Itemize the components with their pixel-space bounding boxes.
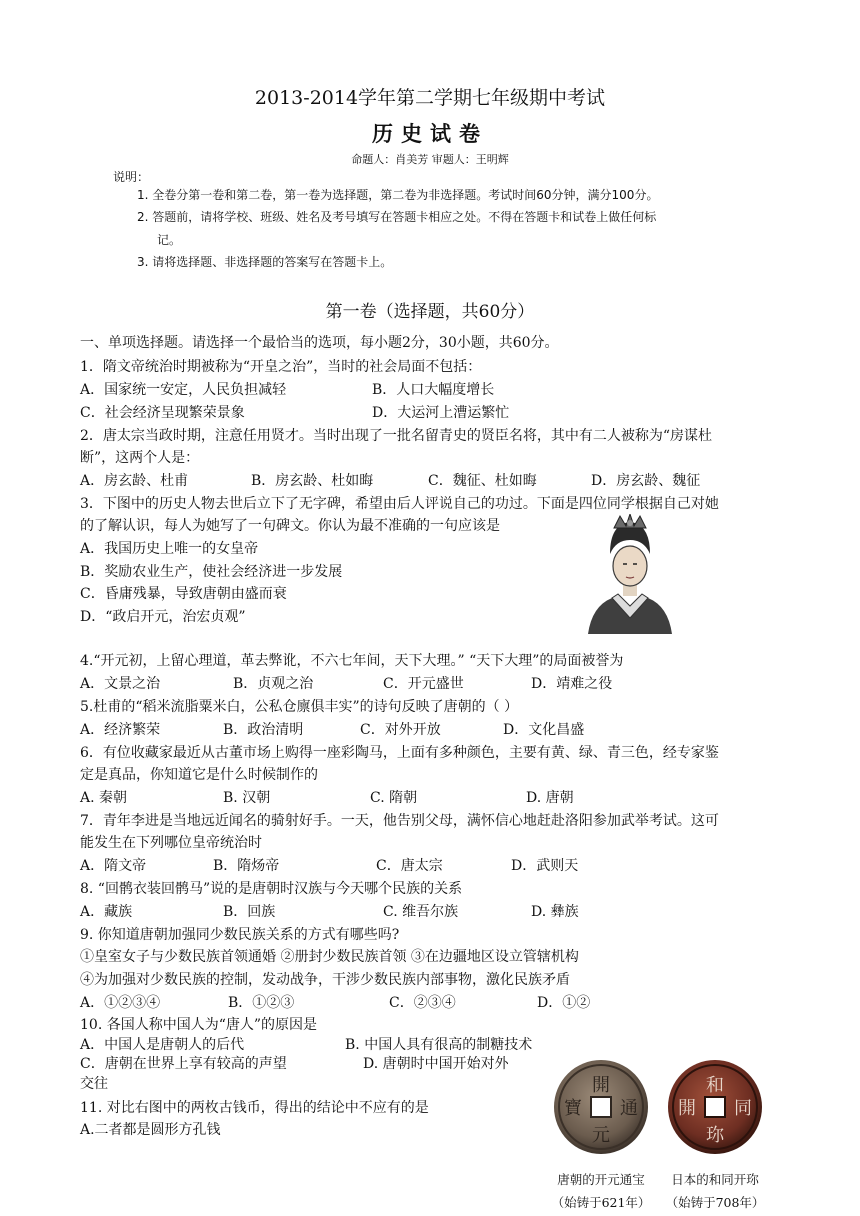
wadokaichin-coin-char-right: 同: [734, 1098, 752, 1119]
q4-option-a: A．文景之治: [80, 676, 161, 692]
q1-option-b: B．人口大幅度增长: [372, 382, 495, 398]
kaiyuan-coin-char-left: 寶: [564, 1098, 582, 1119]
q8-stem: 8. “回鹘衣装回鹘马”说的是唐朝时汉族与今天哪个民族的关系: [80, 881, 463, 897]
q5-option-b: B．政治清明: [223, 722, 304, 738]
wadokaichin-coin-char-bottom: 珎: [706, 1125, 724, 1146]
q3-option-b: B．奖励农业生产，使社会经济进一步发展: [80, 564, 343, 580]
wadokaichin-coin-image: [666, 1058, 764, 1156]
q9-option-b: B．①②③: [228, 995, 295, 1011]
q5-option-d: D．文化昌盛: [503, 722, 585, 738]
q10-stem: 10. 各国人称中国人为“唐人”的原因是: [80, 1017, 318, 1033]
q7-stem-cont: 能发生在下列哪位皇帝统治时: [80, 835, 262, 851]
q11-stem: 11. 对比右图中的两枚古钱币，得出的结论中不应有的是: [80, 1100, 429, 1116]
exam-authors: 命题人：肖美芳 审题人：王明辉: [351, 153, 509, 166]
part-intro: 一、单项选择题。请选择一个最恰当的选项，每小题2分，30小题，共60分。: [80, 335, 559, 351]
q9-items-2: ④为加强对少数民族的控制，发动战争，干涉少数民族内部事物，激化民族矛盾: [80, 972, 570, 988]
q2-option-d: D．房玄龄、魏征: [591, 473, 701, 489]
subject-title: 历史试卷: [372, 121, 488, 146]
q11-option-a: A.二者都是圆形方孔钱: [80, 1122, 221, 1138]
section-title: 第一卷（选择题，共60分）: [325, 302, 535, 322]
q10-option-d: D. 唐朝时中国开始对外: [363, 1056, 509, 1072]
wadokaichin-coin-char-left: 開: [678, 1098, 696, 1119]
q5-option-c: C．对外开放: [360, 722, 441, 738]
q10-option-b: B. 中国人具有很高的制糖技术: [345, 1037, 533, 1053]
q9-option-c: C．②③④: [389, 995, 456, 1011]
kaiyuan-coin-char-top: 開: [592, 1075, 610, 1096]
q1-stem: 1．隋文帝统治时期被称为“开皇之治”，当时的社会局面不包括：: [80, 359, 482, 375]
q3-option-d: D．“政启开元，治宏贞观”: [80, 609, 246, 625]
q8-option-d: D. 彝族: [531, 904, 579, 920]
q4-option-b: B．贞观之治: [233, 676, 314, 692]
q4-option-d: D．靖难之役: [531, 676, 613, 692]
wadokaichin-coin-date: （始铸于708年）: [665, 1195, 765, 1210]
q9-option-a: A．①②③④: [80, 995, 161, 1011]
q3-stem-cont: 的了解认识，每人为她写了一句碑文。你认为最不准确的一句应该是: [80, 518, 500, 534]
q2-stem: 2．唐太宗当政时期，注意任用贤才。当时出现了一批名留青史的贤臣名将，其中有二人被称为“房谋杜: [80, 428, 713, 444]
q2-stem-cont: 断”，这两个人是：: [80, 450, 200, 466]
q10-option-c: C．唐朝在世界上享有较高的声望: [80, 1056, 287, 1072]
q9-items-1: ①皇室女子与少数民族首领通婚 ②册封少数民族首领 ③在边疆地区设立管辖机构: [80, 949, 579, 965]
kaiyuan-coin-caption: 唐朝的开元通宝: [557, 1172, 645, 1187]
q3-stem: 3．下图中的历史人物去世后立下了无字碑，希望由后人评说自己的功过。下面是四位同学根据自己对她: [80, 496, 719, 512]
q10-option-a: A．中国人是唐朝人的后代: [80, 1037, 245, 1053]
kaiyuan-coin-char-bottom: 元: [592, 1125, 610, 1146]
q2-option-a: A．房玄龄、杜甫: [80, 473, 189, 489]
q5-stem: 5.杜甫的“稻米流脂粟米白，公私仓廪俱丰实”的诗句反映了唐朝的（ ）: [80, 699, 519, 715]
q6-stem-cont: 定是真品，你知道它是什么时候制作的: [80, 767, 318, 783]
q6-option-a: A. 秦朝: [80, 790, 128, 806]
q1-option-c: C．社会经济呈现繁荣景象: [80, 405, 245, 421]
empress-portrait-image: [580, 514, 680, 634]
q6-stem: 6．有位收藏家最近从古董市场上购得一座彩陶马，上面有多种颜色，主要有黄、绿、青三色，经专家鉴: [80, 745, 719, 761]
q8-option-a: A．藏族: [80, 904, 133, 920]
q2-option-c: C．魏征、杜如晦: [428, 473, 537, 489]
instruction-2-cont: 记。: [157, 233, 182, 247]
kaiyuan-coin-char-right: 通: [620, 1098, 638, 1119]
instructions-label: 说明：: [113, 170, 150, 184]
instruction-3: 3. 请将选择题、非选择题的答案写在答题卡上。: [137, 255, 393, 269]
q5-option-a: A．经济繁荣: [80, 722, 161, 738]
q6-option-b: B. 汉朝: [223, 790, 271, 806]
q1-option-d: D．大运河上漕运繁忙: [372, 405, 510, 421]
q7-option-b: B．隋炀帝: [213, 858, 280, 874]
q2-option-b: B．房玄龄、杜如晦: [251, 473, 374, 489]
wadokaichin-coin-char-top: 和: [706, 1075, 724, 1096]
q3-option-a: A．我国历史上唯一的女皇帝: [80, 541, 259, 557]
instruction-2: 2. 答题前，请将学校、班级、姓名及考号填写在答题卡相应之处。不得在答题卡和试卷上做任何标: [137, 210, 657, 224]
q9-stem: 9. 你知道唐朝加强同少数民族关系的方式有哪些吗?: [80, 927, 400, 943]
q4-stem: 4.“开元初，上留心理道，革去弊讹，不六七年间，天下大理。” “天下大理”的局面被誉为: [80, 653, 624, 669]
q8-option-b: B．回族: [223, 904, 276, 920]
q7-stem: 7．青年李进是当地远近闻名的骑射好手。一天，他告别父母，满怀信心地赶赴洛阳参加武举考试。这可: [80, 813, 719, 829]
q7-option-d: D．武则天: [511, 858, 579, 874]
q8-option-c: C. 维吾尔族: [383, 904, 459, 920]
q6-option-c: C. 隋朝: [370, 790, 418, 806]
q7-option-c: C．唐太宗: [376, 858, 443, 874]
exam-title: 2013-2014学年第二学期七年级期中考试: [254, 87, 606, 109]
q10-option-d-cont: 交往: [80, 1076, 108, 1092]
wadokaichin-coin-caption: 日本的和同开珎: [671, 1172, 759, 1187]
q7-option-a: A．隋文帝: [80, 858, 147, 874]
kaiyuan-coin-date: （始铸于621年）: [551, 1195, 651, 1210]
q6-option-d: D. 唐朝: [526, 790, 574, 806]
q3-option-c: C．昏庸残暴，导致唐朝由盛而衰: [80, 586, 287, 602]
q4-option-c: C．开元盛世: [383, 676, 464, 692]
kaiyuan-coin-image: [552, 1058, 650, 1156]
q1-option-a: A．国家统一安定，人民负担减轻: [80, 382, 287, 398]
q9-option-d: D．①②: [537, 995, 591, 1011]
instruction-1: 1. 全卷分第一卷和第二卷，第一卷为选择题，第二卷为非选择题。考试时间60分钟，满分100分。: [137, 188, 659, 202]
